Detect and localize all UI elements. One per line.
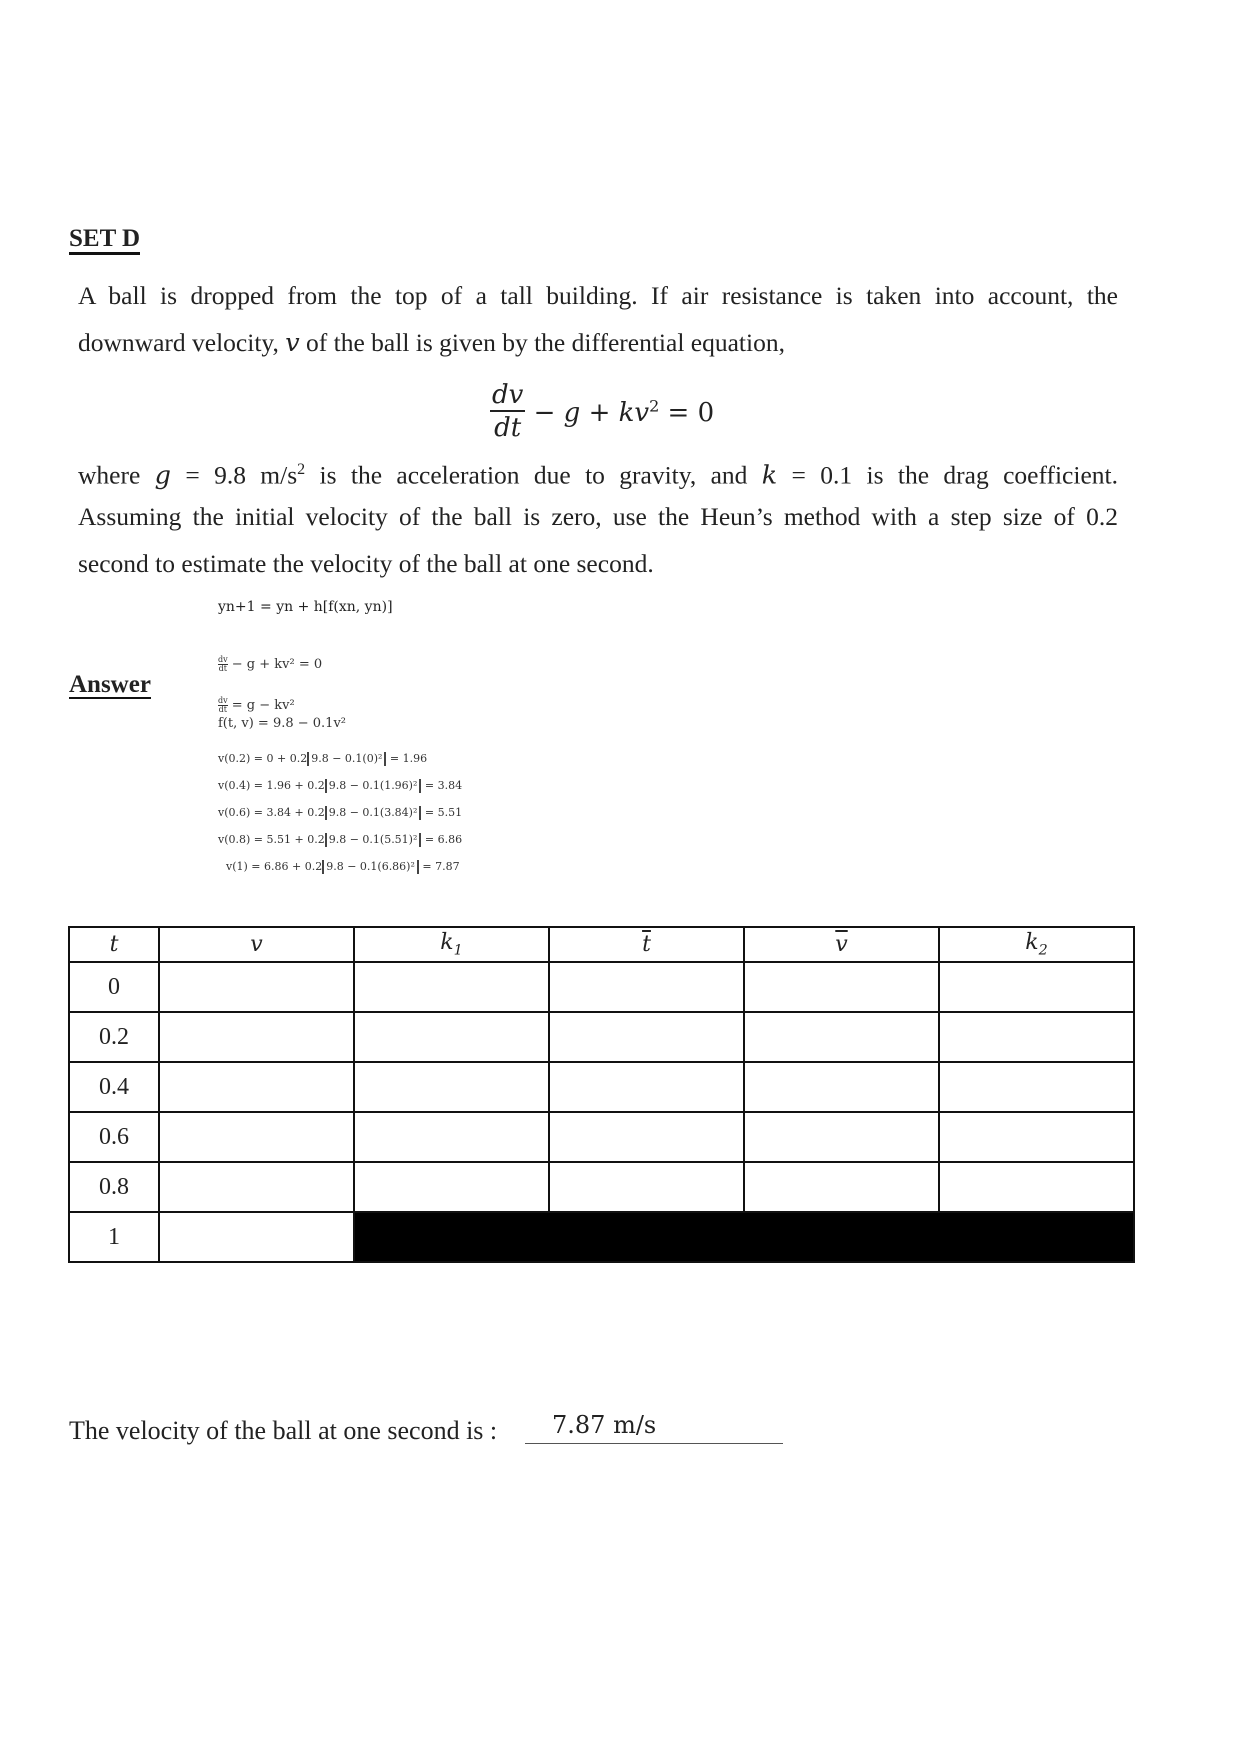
problem-line-2: downward velocity, v of the ball is given by the differential equation,: [78, 328, 785, 358]
cell-v[interactable]: [159, 1212, 354, 1262]
cell-t: 0: [69, 962, 159, 1012]
table-row: [69, 962, 1134, 1012]
cell-v[interactable]: [159, 1062, 354, 1112]
cell-v[interactable]: [159, 962, 354, 1012]
cell-v[interactable]: [159, 1012, 354, 1062]
dv-dt-fraction: $\frac{dv}{dt}$: [492, 380, 524, 443]
cell-v-bar[interactable]: [744, 1162, 939, 1212]
heun-table: [68, 926, 1135, 1263]
problem-statement-cont: [78, 456, 1118, 597]
header-k1: $k_1$: [354, 927, 549, 962]
cell-v-bar[interactable]: [744, 1112, 939, 1162]
table-row: [69, 1212, 1134, 1262]
differential-equation: $\frac{dv}{dt}$ − $g + kv^2 = 0$: [492, 380, 715, 443]
cell-k1[interactable]: [354, 1012, 549, 1062]
cell-t-bar[interactable]: [549, 1162, 744, 1212]
cell-t: 0.6: [69, 1112, 159, 1162]
cell-k2[interactable]: [939, 1112, 1134, 1162]
header-k2: $k_2$: [939, 927, 1134, 962]
cell-v[interactable]: [159, 1162, 354, 1212]
cell-k1[interactable]: [354, 1112, 549, 1162]
work-step: v(0.4) = 1.96 + 0.2 9.8 − 0.1(1.96)² = 3.84: [218, 779, 463, 792]
problem-statement: [78, 282, 1118, 376]
problem-line-4: Assuming the initial velocity of the ball is zero, use the Heun’s method with a step size of 0.2: [78, 502, 1118, 531]
cell-k1[interactable]: [354, 962, 549, 1012]
problem-line-5: second to estimate the velocity of the ball at one second.: [78, 549, 654, 578]
cell-k1[interactable]: [354, 1162, 549, 1212]
cell-t-bar[interactable]: [549, 1012, 744, 1062]
work-equation-3: f(t, v) = 9.8 − 0.1v²: [218, 716, 347, 731]
heun-formula: yn+1 = yn + h[f(xn, yn)]: [218, 599, 393, 615]
problem-line-1: A ball is dropped from the top of a tall building. If air resistance is taken into account, the: [78, 281, 1118, 310]
cell-t: 1: [69, 1212, 159, 1262]
header-v: v: [159, 927, 354, 962]
answer-label: Answer: [69, 671, 151, 698]
cell-v-bar[interactable]: [744, 1062, 939, 1112]
cell-t-bar[interactable]: [549, 962, 744, 1012]
table-row: [69, 1012, 1134, 1062]
table-header-row: [69, 927, 1134, 962]
work-equation-2: $\frac{dv}{dt}$ = g − kv²: [218, 696, 295, 714]
cell-t: 0.2: [69, 1012, 159, 1062]
cell-v-bar[interactable]: [744, 962, 939, 1012]
work-step: v(0.8) = 5.51 + 0.2 9.8 − 0.1(5.51)² = 6.86: [218, 833, 463, 846]
blacked-out-cells: [354, 1212, 1134, 1262]
cell-k1[interactable]: [354, 1062, 549, 1112]
cell-k2[interactable]: [939, 1062, 1134, 1112]
cell-t-bar[interactable]: [549, 1112, 744, 1162]
cell-k2[interactable]: [939, 1012, 1134, 1062]
work-step: v(0.6) = 3.84 + 0.2 9.8 − 0.1(3.84)² = 5.51: [218, 806, 463, 819]
work-step: v(0.2) = 0 + 0.2 9.8 − 0.1(0)² = 1.96: [218, 752, 428, 765]
cell-t-bar[interactable]: [549, 1062, 744, 1112]
work-step: v(1) = 6.86 + 0.2 9.8 − 0.1(6.86)² = 7.87: [226, 860, 460, 873]
cell-t: 0.4: [69, 1062, 159, 1112]
final-answer-field[interactable]: 7.87 m/s: [525, 1411, 783, 1444]
problem-line-3: where g = 9.8 $m/s^2$ is the acceleration due to gravity, and k = 0.1 is the drag coefficient.: [78, 460, 1118, 491]
cell-v-bar[interactable]: [744, 1012, 939, 1062]
work-equation-1: $\frac{dv}{dt}$ − g + kv² = 0: [218, 655, 323, 673]
section-title: SET D: [69, 226, 140, 255]
cell-v[interactable]: [159, 1112, 354, 1162]
cell-t: 0.8: [69, 1162, 159, 1212]
final-answer-label: The velocity of the ball at one second is :: [69, 1416, 498, 1445]
cell-k2[interactable]: [939, 1162, 1134, 1212]
cell-k2[interactable]: [939, 962, 1134, 1012]
header-t: t: [69, 927, 159, 962]
table-row: [69, 1062, 1134, 1112]
header-t-bar: $\overline{t}$: [549, 927, 744, 962]
table-row: [69, 1162, 1134, 1212]
header-v-bar: $\overline{v}$: [744, 927, 939, 962]
table-row: [69, 1112, 1134, 1162]
